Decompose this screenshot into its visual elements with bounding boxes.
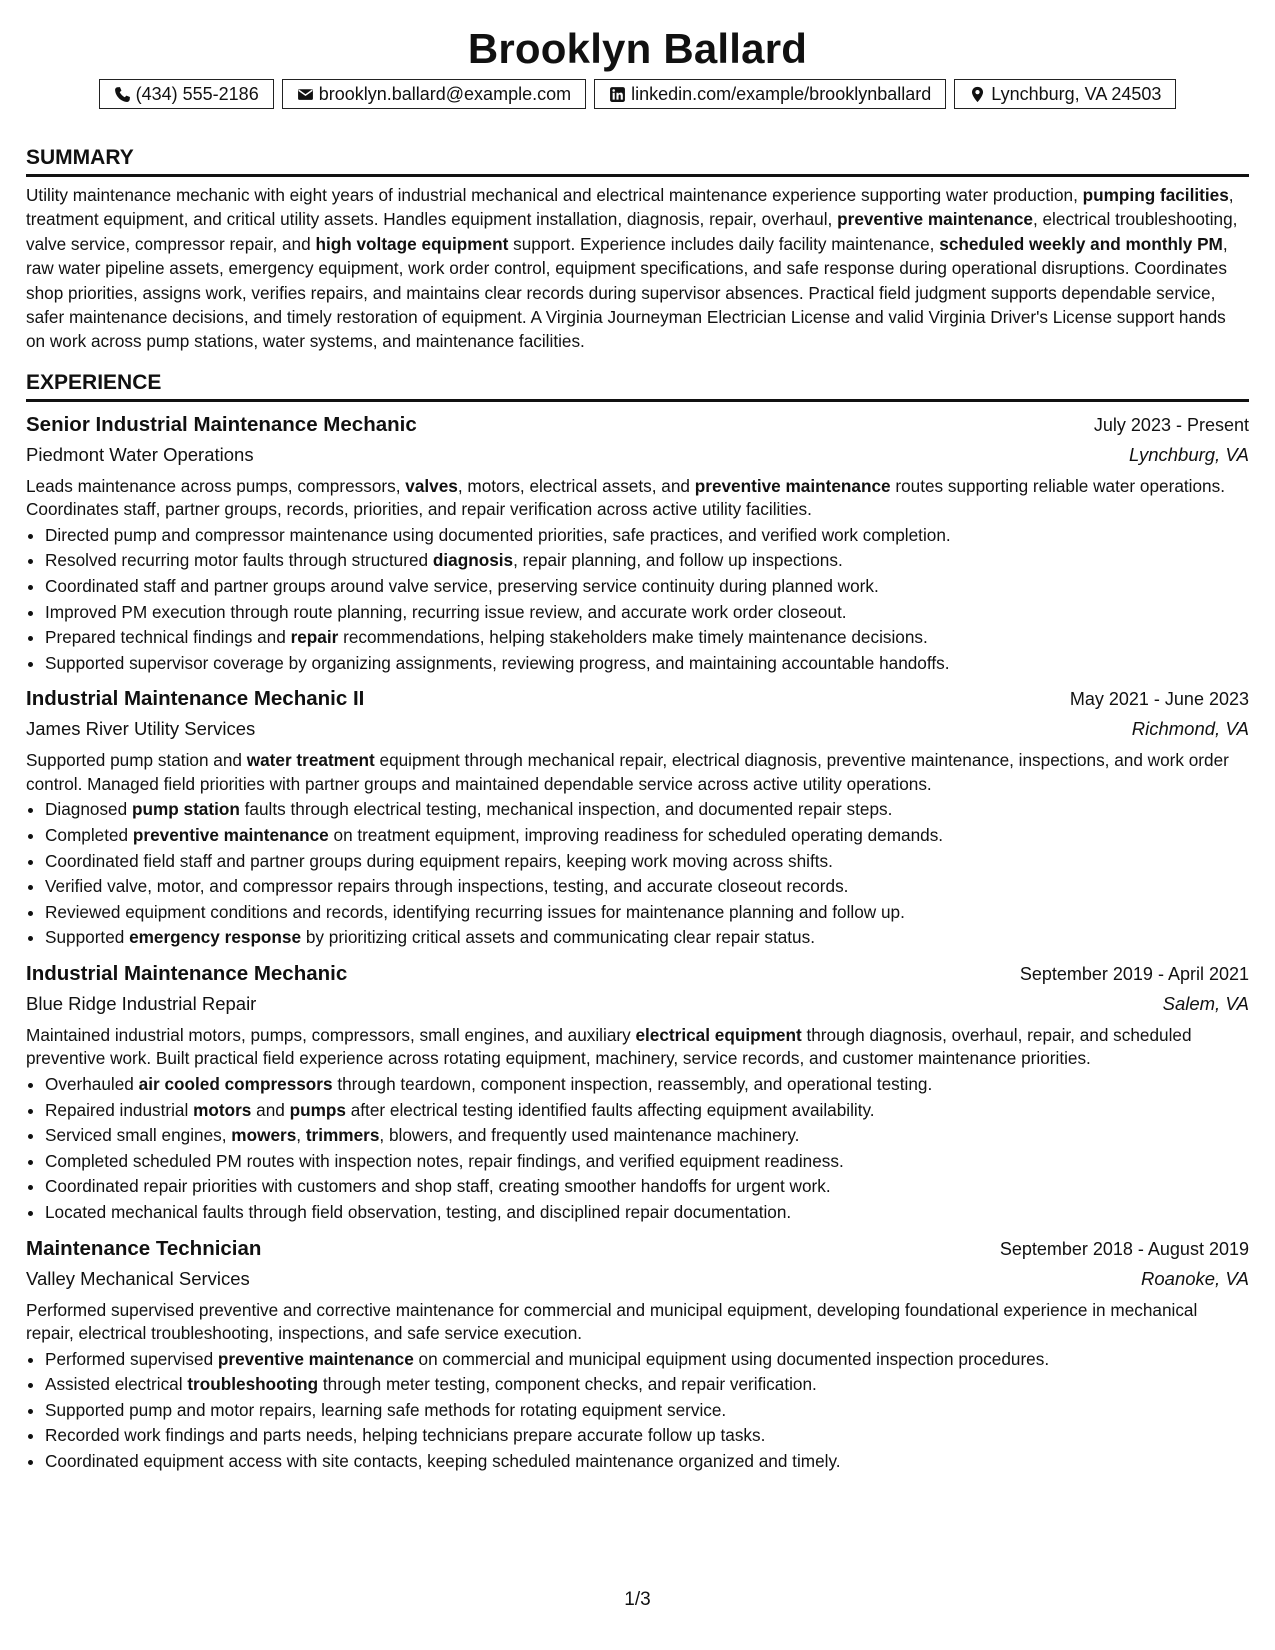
text-segment: , electrical troubleshooting, valve service, compressor repair, and [26,209,1238,254]
text-segment: Assisted electrical [45,1374,188,1395]
bullet-item [45,523,1249,549]
contact-email[interactable] [282,79,586,109]
emphasis-text: pumping facilities [1082,185,1229,205]
text-segment: Coordinated field staff and partner groups during equipment repairs, keeping work moving across shifts. [45,850,833,871]
map-pin-icon [969,86,986,103]
experience-section [26,370,1249,1475]
text-segment: Directed pump and compressor maintenance using documented priorities, safe practices, and verified work completion. [45,524,951,545]
contact-location[interactable] [954,79,1176,109]
job-dates: September 2018 - August 2019 [999,1238,1249,1259]
job-list [26,410,1249,1475]
bullet-item [45,1072,1249,1098]
bullet-item [45,1423,1249,1449]
job-header [26,410,1249,440]
text-segment: , motors, electrical assets, and [457,475,695,496]
bullet-item [45,548,1249,574]
job-entry [26,1234,1249,1475]
text-segment: through diagnosis, overhaul, repair, and scheduled preventive work. Built practical field experience across rotating equipment, machinery, service records, and customer maintenance priorities. [26,1024,1192,1069]
bullet-item [45,600,1249,626]
job-title: Maintenance Technician [26,1236,262,1260]
text-segment: through meter testing, component checks, and repair verification. [318,1374,817,1395]
bullet-item [45,925,1249,951]
linkedin-icon [609,86,626,103]
emphasis-text: diagnosis [432,550,514,571]
contact-linkedin[interactable] [594,79,946,109]
job-title: Senior Industrial Maintenance Mechanic [26,412,417,436]
summary-heading: SUMMARY [26,145,1249,177]
bullet-item [45,900,1249,926]
emphasis-text: mowers [231,1125,297,1146]
bullet-item [45,1449,1249,1475]
job-company: Valley Mechanical Services [26,1267,250,1289]
page-number: 1/3 [624,1589,651,1610]
contact-phone-text: (434) 555-2186 [135,84,259,104]
job-subheader [26,714,1249,744]
text-segment: Prepared technical findings and [45,627,291,648]
bullet-item [45,651,1249,677]
job-dates: May 2021 - June 2023 [1069,689,1249,710]
emphasis-text: troubleshooting [187,1374,319,1395]
job-entry [26,959,1249,1226]
phone-icon [114,86,131,103]
contact-bar [26,79,1249,109]
job-subheader [26,440,1249,470]
contact-email-text: brooklyn.ballard@example.com [318,84,572,104]
text-segment: Completed [45,825,133,845]
job-company: James River Utility Services [26,718,256,740]
text-segment: , [296,1125,306,1146]
text-segment: Maintained industrial motors, pumps, compressors, small engines, and auxiliary [26,1024,636,1045]
job-entry [26,684,1249,951]
text-segment: recommendations, helping stakeholders make timely maintenance decisions. [338,627,928,648]
job-location: Lynchburg, VA [1129,443,1249,465]
text-segment: and [251,1099,290,1120]
bullet-item [45,1174,1249,1200]
bullet-item [45,1098,1249,1124]
job-location: Richmond, VA [1131,718,1249,740]
text-segment: , repair planning, and follow up inspections. [513,550,843,571]
text-segment: Coordinated repair priorities with customers and shop staff, creating smoother handoffs for urgent work. [45,1176,831,1197]
bullet-item [45,1123,1249,1149]
emphasis-text: preventive maintenance [837,209,1033,230]
emphasis-text: motors [193,1099,252,1120]
job-company: Piedmont Water Operations [26,443,254,465]
bullet-item [45,797,1249,823]
job-location: Roanoke, VA [1141,1267,1249,1289]
contact-phone[interactable] [99,79,274,109]
bullet-item [45,1200,1249,1226]
job-title: Industrial Maintenance Mechanic [26,961,348,985]
emphasis-text: repair [290,627,339,648]
job-company: Blue Ridge Industrial Repair [26,992,257,1014]
text-segment: , raw water pipeline assets, emergency equipment, work order control, equipment specifications, and safe response during operational disruptions. Coordinates shop priorities, assigns work, verifies repairs, and maintains clear records during supervisor absences. Practical field judgment supports dependable service, safer maintenance decisions, and timely restoration of equipment. A Virginia Journeyman Electrician License and valid Virginia Driver's License support hands on work across pump stations, water systems, and maintenance facilities. [26,233,1228,352]
text-segment: routes supporting reliable water operations. Coordinates staff, partner groups, records, priorities, and repair verification across active utility facilities. [26,475,1225,520]
text-segment: Diagnosed [45,799,132,820]
summary-section [26,145,1249,354]
emphasis-text: preventive maintenance [694,475,891,496]
text-segment: Supported supervisor coverage by organizing assignments, reviewing progress, and maintaining accountable handoffs. [45,652,950,673]
bullet-item [45,823,1249,849]
bullet-item [45,1347,1249,1373]
job-subheader [26,1264,1249,1294]
job-header [26,684,1249,714]
text-segment: support. Experience includes daily facility maintenance, [508,233,940,254]
text-segment: Utility maintenance mechanic with eight years of industrial mechanical and electrical maintenance experience supporting water production, [26,185,1083,205]
job-description [26,1024,1249,1071]
job-subheader [26,989,1249,1019]
bullet-item [45,625,1249,651]
text-segment: , treatment equipment, and critical utility assets. Handles equipment installation, diagnosis, repair, overhaul, [26,185,1234,230]
emphasis-text: water treatment [246,750,375,771]
emphasis-text: preventive maintenance [132,825,329,845]
job-bullets [26,523,1249,677]
text-segment: Performed supervised [45,1348,218,1369]
job-bullets [26,1347,1249,1475]
text-segment: by prioritizing critical assets and communicating clear repair status. [301,927,815,948]
job-description [26,475,1249,522]
text-segment: on treatment equipment, improving readiness for scheduled operating demands. [328,825,944,845]
emphasis-text: pumps [289,1099,346,1120]
job-dates: September 2019 - April 2021 [1019,963,1249,984]
text-segment: on commercial and municipal equipment using documented inspection procedures. [413,1348,1050,1369]
job-description [26,749,1249,796]
text-segment: Supported pump and motor repairs, learning safe methods for rotating equipment service. [45,1399,727,1420]
text-segment: Supported pump station and [26,750,247,771]
text-segment: Serviced small engines, [45,1125,232,1146]
text-segment: Improved PM execution through route planning, recurring issue review, and accurate work order closeout. [45,601,847,622]
text-segment: Located mechanical faults through field observation, testing, and disciplined repair documentation. [45,1201,792,1222]
bullet-item [45,849,1249,875]
text-segment: after electrical testing identified faults affecting equipment availability. [345,1099,875,1120]
text-segment: Overhauled [45,1073,139,1094]
text-segment: through teardown, component inspection, reassembly, and operational testing. [332,1073,933,1094]
text-segment: Supported [45,927,130,948]
job-description [26,1299,1249,1346]
candidate-name: Brooklyn Ballard [467,25,808,72]
text-segment: Recorded work findings and parts needs, helping technicians prepare accurate follow up tasks. [45,1425,766,1446]
job-bullets [26,1072,1249,1226]
resume-page [26,0,1249,1475]
text-segment: Verified valve, motor, and compressor repairs through inspections, testing, and accurate closeout records. [45,876,849,897]
bullet-item [45,1149,1249,1175]
emphasis-text: preventive maintenance [217,1348,414,1369]
bullet-item [45,574,1249,600]
summary-text [26,183,1249,354]
emphasis-text: electrical equipment [635,1024,802,1045]
emphasis-text: trimmers [305,1125,380,1146]
bullet-item [45,1372,1249,1398]
text-segment: Performed supervised preventive and corrective maintenance for commercial and municipal equipment, developing foundational experience in mechanical repair, electrical troubleshooting, inspections, and safe service execution. [26,1299,1198,1344]
job-entry [26,410,1249,677]
text-segment: Coordinated equipment access with site contacts, keeping scheduled maintenance organized and timely. [45,1450,841,1471]
text-segment: Coordinated staff and partner groups around valve service, preserving service continuity during planned work. [45,576,879,597]
emphasis-text: pump station [131,799,240,820]
text-segment: Leads maintenance across pumps, compressors, [26,475,406,496]
text-segment: equipment through mechanical repair, electrical diagnosis, preventive maintenance, inspections, and work order control. Managed field priorities with partner groups and maintained dependable service across active utility operations. [26,750,1229,794]
text-segment: Reviewed equipment conditions and records, identifying recurring issues for maintenance planning and follow up. [45,901,905,922]
emphasis-text: high voltage equipment [315,233,509,254]
bullet-item [45,1398,1249,1424]
bullet-item [45,874,1249,900]
contact-linkedin-text: linkedin.com/example/brooklynballard [631,84,932,104]
emphasis-text: emergency response [129,927,302,948]
text-segment: Resolved recurring motor faults through structured [45,550,433,571]
text-segment: faults through electrical testing, mechanical inspection, and documented repair steps. [239,799,893,820]
text-segment: Repaired industrial [45,1099,194,1120]
emphasis-text: scheduled weekly and monthly PM [939,233,1223,254]
job-dates: July 2023 - Present [1093,414,1249,435]
text-segment: , blowers, and frequently used maintenance machinery. [379,1125,800,1146]
envelope-icon [297,86,314,103]
job-header [26,959,1249,989]
experience-heading: EXPERIENCE [26,370,1249,402]
contact-location-text: Lynchburg, VA 24503 [991,84,1162,104]
job-bullets [26,797,1249,951]
emphasis-text: air cooled compressors [138,1073,333,1094]
emphasis-text: valves [405,475,458,496]
job-title: Industrial Maintenance Mechanic II [26,687,365,711]
job-header [26,1234,1249,1264]
text-segment: Completed scheduled PM routes with inspection notes, repair findings, and verified equipment readiness. [45,1150,844,1171]
job-location: Salem, VA [1162,992,1249,1014]
